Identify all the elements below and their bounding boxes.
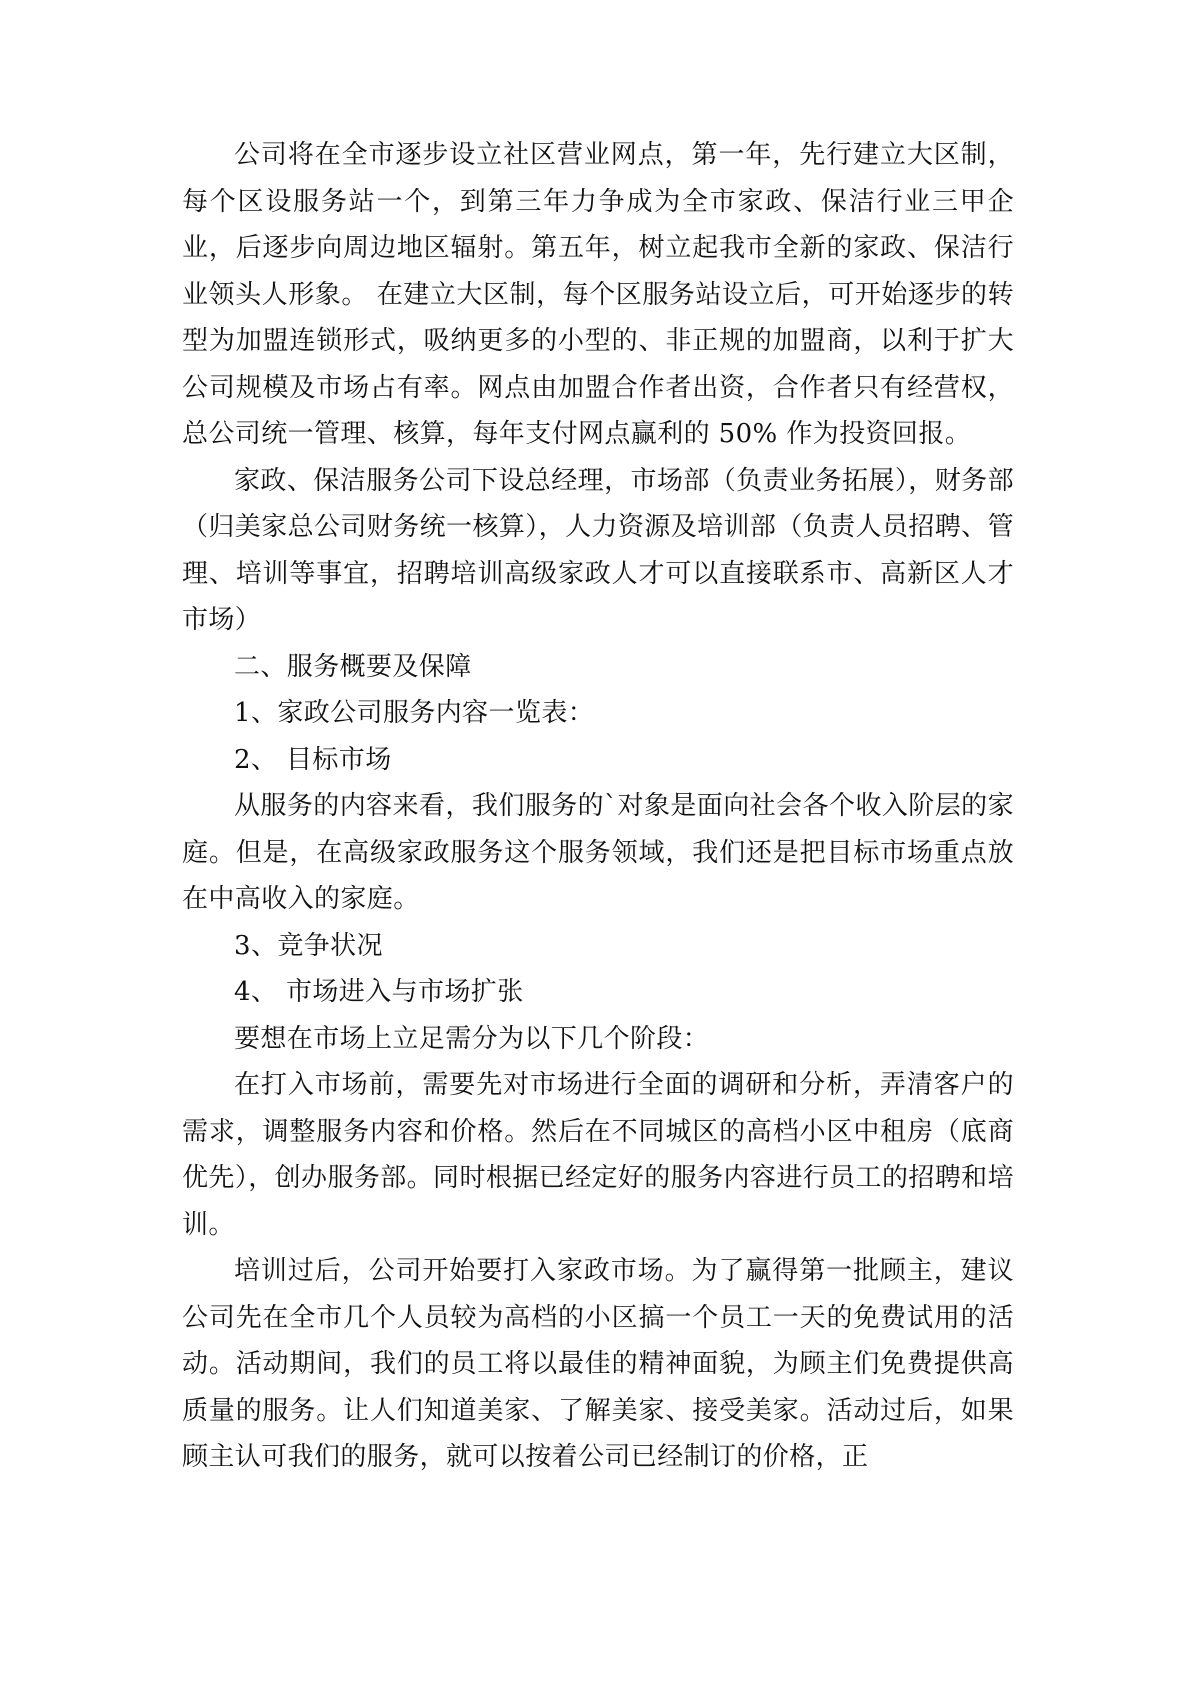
heading-market-entry: 4、 市场进入与市场扩张 [234,977,524,1007]
paragraph-stages-intro: 要想在市场上立足需分为以下几个阶段： [234,1023,710,1054]
paragraph-org-structure: 家政、保洁服务公司下设总经理，市场部（负责业务拓展），财务部（归美家总公司财务统一核算），人力资源及培训部（负责人员招聘、管理、培训等事宜，招聘培训高级家政人才可以直接联系市、高新区人才市场） [182,465,1014,635]
paragraph-pre-entry: 在打入市场前，需要先对市场进行全面的调研和分析，弄清客户的需求，调整服务内容和价格。然后在不同城区的高档小区中租房（底商优先），创办服务部。同时根据已经定好的服务内容进行员工的招聘和培训。 [182,1070,1014,1240]
document-body [182,132,1014,1481]
paragraph-network-plan: 公司将在全市逐步设立社区营业网点，第一年，先行建立大区制，每个区设服务站一个，到第三年力争成为全市家政、保洁行业三甲企业，后逐步向周边地区辐射。第五年，树立起我市全新的家政、保洁行业领头人形象。 在建立大区制，每个区服务站设立后，可开始逐步的转型为加盟连锁形式，吸纳更多的小型的、非正规的加盟商，以利于扩大公司规模及市场占有率。网点由加盟合作者出资，合作者只有经营权，总公司统一管理、核算，每年支付网点赢利的 50% 作为投资回报。 [182,140,1014,449]
heading-competition: 3、竞争状况 [234,930,383,961]
heading-target-market: 2、 目标市场 [234,744,392,775]
paragraph-target-market: 从服务的内容来看，我们服务的`对象是面向社会各个收入阶层的家庭。但是，在高级家政服务这个服务领域，我们还是把目标市场重点放在中高收入的家庭。 [182,791,1014,914]
paragraph-post-training: 培训过后，公司开始要打入家政市场。为了赢得第一批顾主，建议公司先在全市几个人员较为高档的小区搞一个员工一天的免费试用的活动。活动期间，我们的员工将以最佳的精神面貌，为顾主们免费提供高质量的服务。让人们知道美家、了解美家、接受美家。活动过后，如果顾主认可我们的服务，就可以按着公司已经制订的价格，正 [182,1256,1014,1472]
heading-service-list: 1、家政公司服务内容一览表： [234,698,595,728]
heading-service-overview: 二、服务概要及保障 [234,651,472,682]
